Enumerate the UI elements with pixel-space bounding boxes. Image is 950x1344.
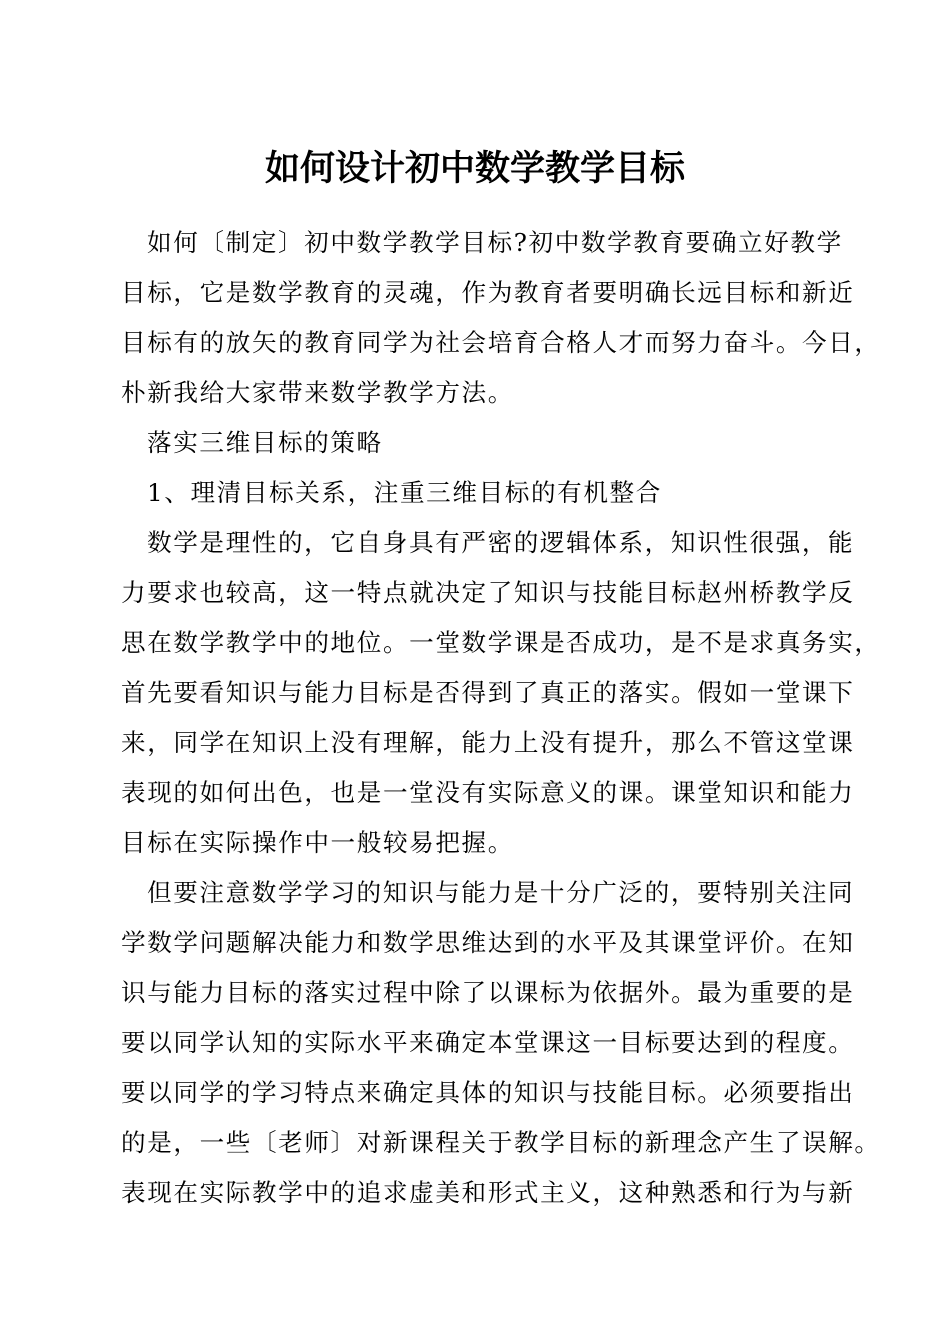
paragraph-line: 要以同学的学习特点来确定具体的知识与技能目标。必须要指出 — [121, 1078, 855, 1107]
paragraph-line: 朴新我给大家带来数学教学方法。 — [121, 378, 514, 407]
paragraph-line: 目标在实际操作中一般较易把握。 — [121, 828, 514, 857]
paragraph-line: 数学是理性的，它自身具有严密的逻辑体系，知识性很强，能 — [147, 528, 855, 557]
paragraph-line: 如何〔制定〕初中数学教学目标?初中数学教育要确立好教学 — [147, 228, 843, 257]
paragraph-line: 目标有的放矢的教育同学为社会培育合格人才而努力奋斗。今日， — [121, 328, 881, 357]
paragraph-line: 表现在实际教学中的追求虚美和形式主义，这种熟悉和行为与新 — [121, 1178, 855, 1207]
subsection-heading: 1、理清目标关系，注重三维目标的有机整合 — [147, 478, 662, 507]
paragraph-line: 但要注意数学学习的知识与能力是十分广泛的，要特别关注同 — [147, 878, 855, 907]
paragraph-line: 来，同学在知识上没有理解，能力上没有提升，那么不管这堂课 — [121, 728, 855, 757]
paragraph-line: 要以同学认知的实际水平来确定本堂课这一目标要达到的程度。 — [121, 1028, 855, 1057]
paragraph-line: 的是，一些〔老师〕对新课程关于教学目标的新理念产生了误解。 — [121, 1128, 881, 1157]
paragraph-line: 首先要看知识与能力目标是否得到了真正的落实。假如一堂课下 — [121, 678, 855, 707]
paragraph-line: 识与能力目标的落实过程中除了以课标为依据外。最为重要的是 — [121, 978, 855, 1007]
paragraph-line: 力要求也较高，这一特点就决定了知识与技能目标赵州桥教学反 — [121, 578, 855, 607]
section-heading: 落实三维目标的策略 — [147, 428, 383, 457]
document-title: 如何设计初中数学教学目标 — [264, 148, 685, 189]
paragraph-line: 目标，它是数学教育的灵魂，作为教育者要明确长远目标和新近 — [121, 278, 855, 307]
paragraph-line: 学数学问题解决能力和数学思维达到的水平及其课堂评价。在知 — [121, 928, 855, 957]
paragraph-line: 表现的如何出色，也是一堂没有实际意义的课。课堂知识和能力 — [121, 778, 855, 807]
paragraph-line: 思在数学教学中的地位。一堂数学课是否成功，是不是求真务实， — [121, 628, 881, 657]
